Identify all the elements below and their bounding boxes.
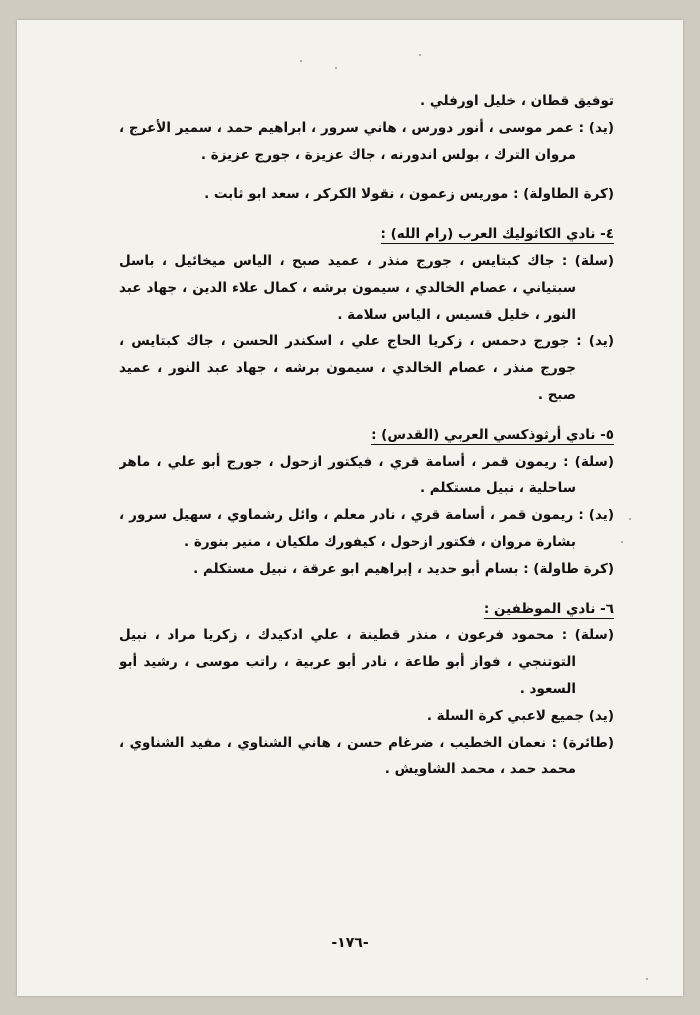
text-line: (يد) جميع لاعبي كرة السلة . <box>426 707 614 724</box>
section-heading-text: ٥- نادي أرثوذكسي العربي (القدس) : <box>371 426 614 443</box>
text-line: (يد) : عمر موسى ، أنور دورس ، هاني سرور ، ابراهيم حمد ، سمير الأعرج ، <box>119 119 614 136</box>
section-gap <box>119 583 614 596</box>
speck <box>300 60 302 62</box>
text-line: صبح . <box>537 386 576 403</box>
text-line: بشارة مروان ، فكتور ازحول ، كيفورك ملكيان ، منير بنورة . <box>184 533 576 550</box>
text-line: التوتنجي ، فواز أبو طاعة ، نادر أبو عربية ، راتب موسى ، رشيد أبو <box>119 654 576 671</box>
text-line: توفيق قطان ، خليل اورفلي . <box>420 93 614 109</box>
roster-paragraph <box>119 328 614 408</box>
text-line: (كرة الطاولة) : موريس زعمون ، نقولا الكركر ، سعد ابو ثابت . <box>204 186 614 203</box>
section-heading-text: ٦- نادي الموظفين : <box>483 600 614 617</box>
text-line: (سلة) : ريمون قمر ، أسامة قري ، فيكتور ازحول ، جورج أبو علي ، ماهر <box>119 453 614 470</box>
section-gap <box>119 168 614 181</box>
text-line: جورج منذر ، عصام الخالدي ، سيمون برشه ، جهاد عبد النور ، عميد <box>119 360 576 377</box>
roster-paragraph <box>119 703 614 730</box>
section-heading <box>119 221 614 248</box>
section-heading <box>119 422 614 449</box>
text-line: السعود . <box>519 680 576 697</box>
section-gap <box>119 208 614 221</box>
speck <box>621 541 623 543</box>
section-heading <box>119 596 614 623</box>
text-line: (سلة) : محمود فرعون ، منذر قطينة ، علي ادكيدك ، زكريا مراد ، نبيل <box>119 627 614 644</box>
speck <box>419 54 421 56</box>
text-line: ساحلية ، نبيل مستكلم . <box>419 480 576 497</box>
text-line: (سلة) : جاك كبتايس ، جورج منذر ، عميد صبح ، الياس ميخائيل ، باسل <box>119 252 614 269</box>
roster-paragraph <box>119 622 614 702</box>
roster-paragraph <box>119 502 614 556</box>
roster-paragraph <box>119 730 614 784</box>
text-line: محمد حمد ، محمد الشاويش . <box>384 761 576 778</box>
speck <box>335 67 337 69</box>
document-page <box>17 20 683 996</box>
roster-paragraph <box>119 115 614 169</box>
roster-paragraph <box>119 88 614 115</box>
speck <box>629 518 631 520</box>
text-line: النور ، خليل قسيس ، الياس سلامة . <box>337 306 576 323</box>
roster-paragraph <box>119 449 614 503</box>
document-body <box>119 88 614 783</box>
section-heading-text: ٤- نادي الكاثوليك العرب (رام الله) : <box>380 226 614 243</box>
roster-paragraph <box>119 556 614 583</box>
text-line: سبتياني ، عصام الخالدي ، سيمون برشه ، كمال علاء الدين ، جهاد عبد <box>119 279 576 296</box>
page-number: -١٧٦- <box>331 935 369 951</box>
section-gap <box>119 409 614 422</box>
text-line: (يد) : جورج دحمس ، زكريا الحاج علي ، اسكندر الحسن ، جاك كبتايس ، <box>119 333 614 350</box>
text-line: (كرة طاولة) : بسام أبو حديد ، إبراهيم ابو عرقة ، نبيل مستكلم . <box>193 560 614 577</box>
roster-paragraph <box>119 181 614 208</box>
text-line: (يد) : ريمون قمر ، أسامة قري ، نادر معلم ، وائل رشماوي ، سهيل سرور ، <box>119 507 614 524</box>
text-line: مروان الترك ، بولس اندورنه ، جاك عزيزة ، جورج عزيزة . <box>200 146 576 163</box>
speck <box>646 978 648 980</box>
text-line: (طائرة) : نعمان الخطيب ، ضرغام حسن ، هاني الشناوي ، مفيد الشناوي ، <box>119 734 614 751</box>
roster-paragraph <box>119 248 614 328</box>
